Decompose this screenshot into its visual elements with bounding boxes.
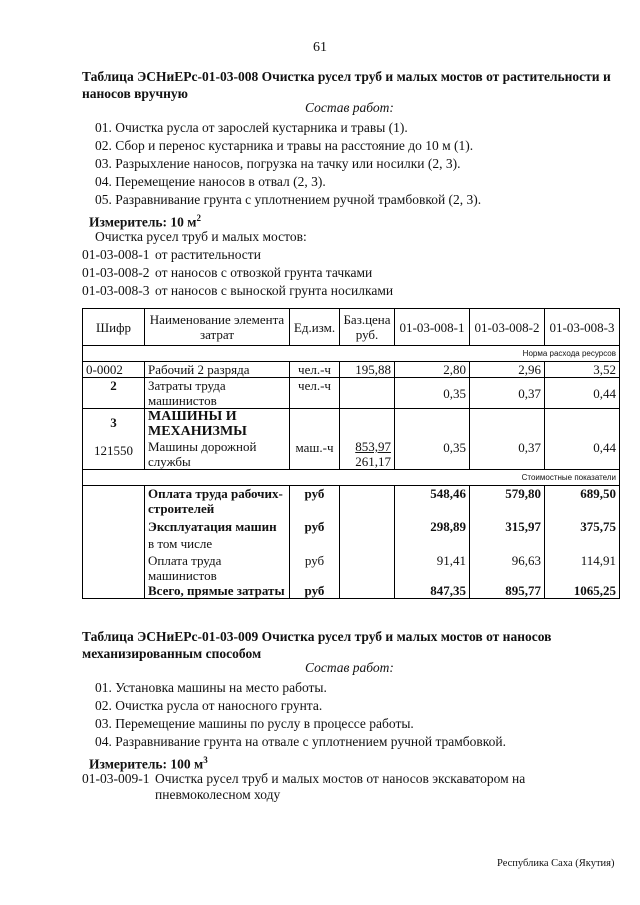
totals-v2: 895,77 — [470, 583, 545, 599]
table2-step-2: 02. Очистка русла от наносного грунта. — [95, 698, 323, 713]
totals-name: Оплата труда машинистов — [145, 551, 290, 583]
totals-name: в том числе — [145, 534, 290, 551]
machine-code: 121550 — [94, 443, 133, 458]
page-number: 61 — [313, 40, 327, 55]
table1-variant-1-code: 01-03-008-1 — [82, 247, 150, 262]
totals-unit: руб — [290, 583, 340, 599]
table2-step-3: 03. Перемещение машины по руслу в процессе работы. — [95, 716, 414, 731]
table1-meter — [89, 210, 201, 231]
table1-title: Таблица ЭСНиЕРс-01-03-008 Очистка русел труб и малых мостов от растительности и наносов вручную — [82, 69, 611, 101]
machine-name: Машины дорожной службы — [148, 439, 257, 469]
row-unit: чел.-ч — [290, 378, 340, 409]
machine-names — [145, 409, 290, 470]
machine-v3: 0,44 — [545, 409, 620, 470]
costs-note-row — [83, 470, 620, 486]
totals-name: Эксплуатация машин — [145, 516, 290, 534]
totals-unit: руб — [290, 551, 340, 583]
table1-variant-3-code: 01-03-008-3 — [82, 283, 150, 298]
totals-v3: 1065,25 — [545, 583, 620, 599]
header-v2: 01-03-008-2 — [470, 309, 545, 346]
totals-unit: руб — [290, 516, 340, 534]
row-unit: чел.-ч — [290, 362, 340, 378]
totals-unit: руб — [290, 486, 340, 517]
row-v2: 2,96 — [470, 362, 545, 378]
totals-v3: 689,50 — [545, 486, 620, 517]
costs-note: Стоимостные показатели — [83, 470, 620, 486]
machine-price-bottom: 261,17 — [355, 454, 391, 469]
totals-v2: 315,97 — [470, 516, 545, 534]
table2-meter — [89, 752, 208, 773]
row-price: 195,88 — [340, 362, 395, 378]
table1-meter-label: Измеритель: 10 м — [89, 214, 197, 230]
row-code: 2 — [83, 378, 145, 409]
totals-v2: 579,80 — [470, 486, 545, 517]
table-row — [83, 378, 620, 409]
table1-variant-3-text: от наносов с выноской грунта носилками — [155, 283, 394, 298]
machine-v1: 0,35 — [395, 409, 470, 470]
footer-region: Республика Саха (Якутия) — [497, 858, 615, 869]
totals-row — [83, 486, 620, 517]
machine-codes — [83, 409, 145, 470]
totals-v1: 847,35 — [395, 583, 470, 599]
table2-meter-label: Измеритель: 100 м — [89, 756, 204, 772]
table2-composition-heading: Состав работ: — [305, 660, 394, 675]
totals-row — [83, 516, 620, 534]
totals-name: Всего, прямые затраты — [145, 583, 290, 599]
table1-meter-sup: 2 — [196, 213, 201, 223]
table2-step-1: 01. Установка машины на место работы. — [95, 680, 327, 695]
totals-v1: 548,46 — [395, 486, 470, 517]
table1-variant-1-text: от растительности — [155, 247, 261, 262]
header-price: Баз.цена руб. — [340, 309, 395, 346]
norms-note: Норма расхода ресурсов — [83, 346, 620, 362]
table1-variant-2-code: 01-03-008-2 — [82, 265, 150, 280]
row-v3: 3,52 — [545, 362, 620, 378]
table1-variant-2-text: от наносов с отвозкой грунта тачками — [155, 265, 373, 280]
section3-code: 3 — [110, 415, 117, 430]
table2-meter-sup: 3 — [203, 755, 208, 765]
totals-v1: 91,41 — [395, 551, 470, 583]
table1-step-2: 02. Сбор и перенос кустарника и травы на расстояние до 10 м (1). — [95, 138, 474, 153]
row-price — [340, 378, 395, 409]
table2-title: Таблица ЭСНиЕРс-01-03-009 Очистка русел труб и малых мостов от наносов механизированным способом — [82, 629, 552, 661]
norms-note-row — [83, 346, 620, 362]
table1-step-1: 01. Очистка русла от зарослей кустарника и травы (1). — [95, 120, 408, 135]
row-v3: 0,44 — [545, 378, 620, 409]
header-v1: 01-03-008-1 — [395, 309, 470, 346]
totals-v3: 114,91 — [545, 551, 620, 583]
totals-v3: 375,75 — [545, 516, 620, 534]
totals-v1: 298,89 — [395, 516, 470, 534]
resource-table — [82, 308, 620, 599]
table-row — [83, 409, 620, 470]
totals-v2: 96,63 — [470, 551, 545, 583]
header-v3: 01-03-008-3 — [545, 309, 620, 346]
table2-step-4: 04. Разравнивание грунта на отвале с уплотнением ручной трамбовкой. — [95, 734, 507, 749]
totals-name: Оплата труда рабочих-строителей — [145, 486, 290, 517]
table1-composition-heading: Состав работ: — [305, 100, 394, 115]
table2-variant-text: Очистка русел труб и малых мостов от наносов экскаватором на пневмоколесном ходу — [155, 771, 526, 802]
row-v1: 2,80 — [395, 362, 470, 378]
section3-name: МАШИНЫ И МЕХАНИЗМЫ — [148, 409, 247, 439]
totals-row — [83, 534, 620, 551]
machine-v2: 0,37 — [470, 409, 545, 470]
row-v2: 0,37 — [470, 378, 545, 409]
table-header-row — [83, 309, 620, 346]
table1-subject: Очистка русел труб и малых мостов: — [95, 229, 307, 244]
table1-step-4: 04. Перемещение наносов в отвал (2, 3). — [95, 174, 326, 189]
header-unit: Ед.изм. — [290, 309, 340, 346]
header-code: Шифр — [83, 309, 145, 346]
table1-step-5: 05. Разравнивание грунта с уплотнением ручной трамбовкой (2, 3). — [95, 192, 482, 207]
table-row — [83, 362, 620, 378]
machine-price — [340, 409, 395, 470]
machine-price-top: 853,97 — [355, 439, 391, 454]
row-code: 0-0002 — [83, 362, 145, 378]
totals-row — [83, 583, 620, 599]
row-v1: 0,35 — [395, 378, 470, 409]
totals-row — [83, 551, 620, 583]
row-name: Затраты труда машинистов — [145, 378, 290, 409]
table1-step-3: 03. Разрыхление наносов, погрузка на тачку или носилки (2, 3). — [95, 156, 461, 171]
table2-variant-code: 01-03-009-1 — [82, 771, 150, 786]
machine-unit: маш.-ч — [290, 409, 340, 470]
header-name: Наименование элемента затрат — [145, 309, 290, 346]
row-name: Рабочий 2 разряда — [145, 362, 290, 378]
